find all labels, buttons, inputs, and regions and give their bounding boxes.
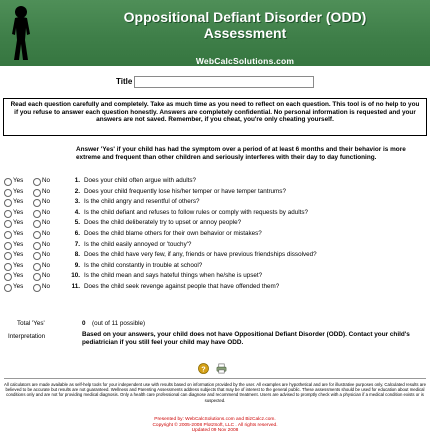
- question-number: 10.: [71, 272, 80, 280]
- no-radio[interactable]: [33, 284, 41, 292]
- yes-radio[interactable]: [4, 199, 12, 207]
- question-text: Is the child easily annoyed or 'touchy'?: [84, 240, 192, 248]
- question-number: 7.: [74, 240, 80, 248]
- interpretation-label: Interpretation: [8, 333, 46, 340]
- no-label[interactable]: No: [42, 230, 51, 237]
- child-silhouette-logo: [6, 4, 36, 62]
- no-label[interactable]: No: [42, 177, 51, 184]
- yes-radio[interactable]: [4, 231, 12, 239]
- yes-radio[interactable]: [4, 220, 12, 228]
- yes-label[interactable]: Yes: [13, 198, 24, 206]
- yes-label[interactable]: Yes: [13, 251, 24, 259]
- footer-updated: Updated 09 Nov 2008: [191, 428, 239, 434]
- question-text: Does your child frequently lose his/her temper or have temper tantrums?: [84, 187, 286, 195]
- no-label[interactable]: No: [42, 251, 51, 259]
- yes-label[interactable]: Yes: [13, 240, 24, 248]
- toolbar: [198, 363, 230, 375]
- site-name[interactable]: WebCalcSolutions.com: [195, 56, 295, 66]
- no-label[interactable]: No: [42, 272, 51, 280]
- question-number: 8.: [74, 251, 80, 259]
- no-radio[interactable]: [33, 242, 41, 250]
- interpretation-text: Based on your answers, your child does not have Oppositional Defiant Disorder (ODD). Contact your child's pediatrician if you still feel your child may have ODD.: [82, 331, 410, 346]
- yes-label[interactable]: Yes: [13, 283, 24, 290]
- yes-label[interactable]: Yes: [13, 177, 24, 184]
- question-row: [0, 282, 430, 292]
- question-row: [0, 197, 430, 207]
- yes-radio[interactable]: [4, 263, 12, 271]
- no-label[interactable]: No: [42, 283, 51, 290]
- disclaimer-text: All calculators are made available as self-help tools for your independent use with results based on information provided by the user. All examples are hypothetical and are for illustrative purposes only. Calculated results are believed to be accurate but results are not guaranteed. Wellness and Parenting Assessments address subjects that may be of interest to the general public. These assessments should be used for education about medical conditions only and are not for providing medical diagnosis. Only a health care professional can diagnose and recommend treatment. Users are advised to promptly check with a physician if a medical condition exists or is suspected.: [4, 382, 426, 403]
- title-row: [0, 76, 430, 90]
- question-text: Is the child constantly in trouble at school?: [84, 261, 203, 269]
- no-radio[interactable]: [33, 178, 41, 186]
- no-radio[interactable]: [33, 220, 41, 228]
- yes-label[interactable]: Yes: [13, 187, 24, 195]
- question-number: 11.: [71, 283, 80, 290]
- total-value: 0: [82, 320, 86, 327]
- yes-label[interactable]: Yes: [13, 261, 24, 269]
- title-input[interactable]: [134, 76, 314, 88]
- footer: [0, 417, 430, 434]
- question-text: Is the child mean and says hateful things when he/she is upset?: [84, 272, 263, 280]
- no-label[interactable]: No: [42, 219, 51, 227]
- no-radio[interactable]: [33, 210, 41, 218]
- no-radio[interactable]: [33, 263, 41, 271]
- yes-radio[interactable]: [4, 210, 12, 218]
- question-text: Does your child often argue with adults?: [84, 177, 197, 184]
- question-text: Does the child have very few, if any, friends or have previous friendships dissolved?: [84, 251, 317, 259]
- question-text: Does the child deliberately try to upset or annoy people?: [84, 219, 242, 227]
- yes-radio[interactable]: [4, 189, 12, 197]
- yes-radio[interactable]: [4, 273, 12, 281]
- answer-instructions: Answer 'Yes' if your child has had the symptom over a period of at least 6 months and their behavior is more extreme and frequent than other children and seriously interferes with their day to day functioning.: [76, 146, 406, 161]
- question-row: [0, 240, 430, 250]
- total-label: Total 'Yes': [17, 320, 45, 327]
- question-text: Is the child defiant and refuses to follow rules or comply with requests by adults?: [84, 208, 309, 216]
- question-number: 2.: [74, 187, 80, 195]
- question-number: 5.: [74, 219, 80, 227]
- question-number: 9.: [74, 261, 80, 269]
- question-number: 3.: [74, 198, 80, 206]
- footer-presented-by[interactable]: Presented by: WebCalcSolutions.com and BizCalcz.com.: [154, 417, 276, 422]
- yes-label[interactable]: Yes: [13, 219, 24, 227]
- question-row: [0, 218, 430, 228]
- question-row: [0, 271, 430, 281]
- no-radio[interactable]: [33, 189, 41, 197]
- question-row: [0, 176, 430, 186]
- title-line-2: Assessment: [203, 25, 287, 41]
- title-label: Title: [116, 77, 133, 86]
- question-row: [0, 208, 430, 218]
- no-radio[interactable]: [33, 273, 41, 281]
- no-radio[interactable]: [33, 199, 41, 207]
- title-line-1: Oppositional Defiant Disorder (ODD): [123, 9, 367, 25]
- no-label[interactable]: No: [42, 208, 51, 216]
- no-radio[interactable]: [33, 231, 41, 239]
- yes-radio[interactable]: [4, 178, 12, 186]
- no-label[interactable]: No: [42, 198, 51, 206]
- print-icon[interactable]: [216, 363, 227, 374]
- question-text: Is the child angry and resentful of others?: [84, 198, 200, 206]
- total-note: (out of 11 possible): [92, 320, 146, 327]
- question-row: [0, 187, 430, 197]
- question-row: [0, 250, 430, 260]
- no-label[interactable]: No: [42, 187, 51, 195]
- page-title: [60, 9, 430, 41]
- question-number: 1.: [74, 177, 80, 184]
- svg-text:?: ?: [201, 364, 206, 374]
- question-row: [0, 229, 430, 239]
- yes-radio[interactable]: [4, 242, 12, 250]
- instructions-box: Read each question carefully and completely. Take as much time as you need to reflect on each question. This tool is of no help to you if you refuse to answer each question honestly. Answers are completely confidential. No personal information is requested and your answers are not saved. Remember, if you cheat, you're only cheating yourself.: [3, 98, 427, 136]
- no-radio[interactable]: [33, 252, 41, 260]
- yes-radio[interactable]: [4, 252, 12, 260]
- header-banner: [0, 0, 430, 66]
- question-row: [0, 261, 430, 271]
- no-label[interactable]: No: [42, 240, 51, 248]
- yes-radio[interactable]: [4, 284, 12, 292]
- help-icon[interactable]: [198, 363, 209, 374]
- yes-label[interactable]: Yes: [13, 272, 24, 280]
- footer-copyright: Copyright © 2005-2008 PlotzSoft, LLC . All rights reserved.: [152, 422, 278, 428]
- question-number: 6.: [74, 230, 80, 237]
- no-label[interactable]: No: [42, 261, 51, 269]
- question-text: Does the child blame others for their own behavior or mistakes?: [84, 230, 262, 237]
- divider: [4, 378, 426, 379]
- question-number: 4.: [74, 208, 80, 216]
- yes-label[interactable]: Yes: [13, 230, 24, 237]
- question-text: Does the child seek revenge against people that have offended them?: [84, 283, 280, 290]
- yes-label[interactable]: Yes: [13, 208, 24, 216]
- total-row: [0, 319, 430, 329]
